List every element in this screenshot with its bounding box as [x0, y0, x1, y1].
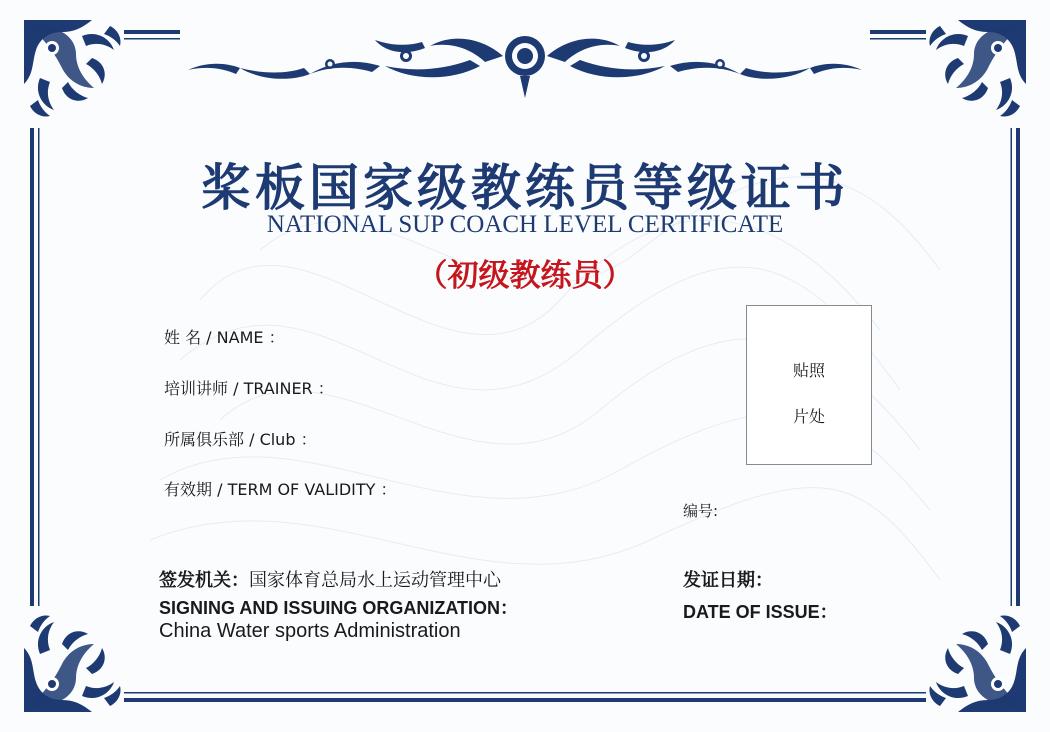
corner-ornament-icon: [22, 604, 132, 714]
certificate-title-cn: 桨板国家级教练员等级证书: [201, 158, 849, 217]
certificate-title-en: NATIONAL SUP COACH LEVEL CERTIFICATE: [266, 211, 784, 238]
trainer-field: [164, 376, 334, 399]
issuer-name-cn: 国家体育总局水上运动管理中心: [249, 570, 501, 591]
validity-label: 有效期 / TERM OF VALIDITY ：: [164, 480, 397, 499]
issuer-name-en: China Water sports Administration: [159, 620, 461, 642]
certificate-level: （初级教练员）: [416, 258, 634, 294]
scroll-ornament-icon: [180, 26, 870, 104]
club-label: 所属俱乐部 / Club ：: [164, 430, 317, 449]
photo-placeholder-line2: 片处: [792, 407, 825, 426]
photo-placeholder: [746, 305, 872, 465]
issuer-label-cn: 签发机关：: [159, 570, 249, 591]
serial-number-label: 编号:: [683, 502, 719, 520]
name-field: [164, 325, 285, 348]
club-field: [164, 427, 317, 450]
corner-ornament-icon: [918, 604, 1028, 714]
trainer-label: 培训讲师 / TRAINER ：: [164, 379, 334, 398]
corner-ornament-icon: [22, 18, 132, 128]
issuer-cn: [159, 566, 501, 592]
corner-ornament-icon: [918, 18, 1028, 128]
name-label: 姓 名 / NAME ：: [164, 328, 285, 347]
issue-date-label-en: DATE OF ISSUE：: [683, 602, 838, 622]
issue-date-label-cn: 发证日期：: [683, 570, 773, 591]
issuer-label-en: SIGNING AND ISSUING ORGANIZATION：: [159, 598, 519, 618]
photo-placeholder-line1: 贴照: [792, 361, 825, 380]
validity-field: [164, 477, 397, 500]
